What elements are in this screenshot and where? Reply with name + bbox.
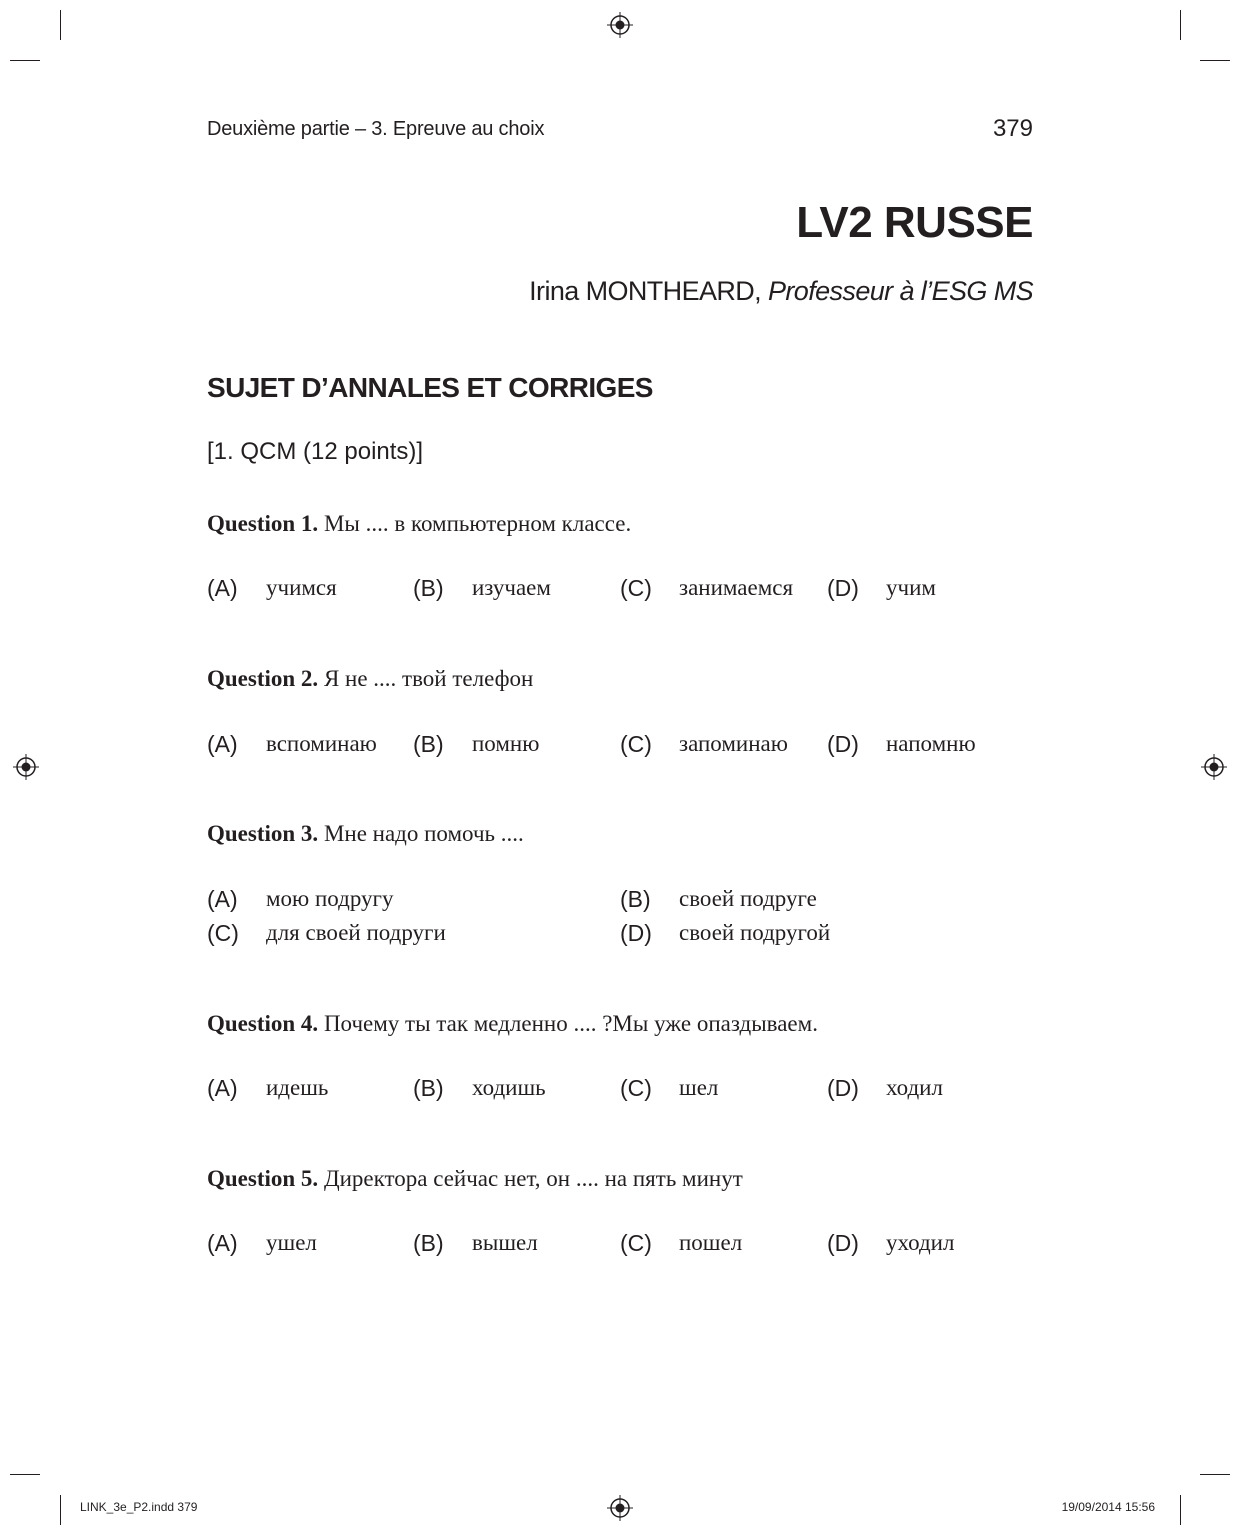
option-letter: (A): [207, 731, 238, 757]
option-text: уходил: [886, 1230, 955, 1255]
question-1: [207, 511, 631, 537]
crop-mark-top-left-v: [60, 10, 61, 40]
option-text: идешь: [266, 1075, 329, 1100]
option-text: ходил: [886, 1075, 943, 1100]
option-text: вышел: [472, 1230, 538, 1255]
crop-mark-bottom-right-h: [1200, 1474, 1230, 1475]
author-name: Irina MONTHEARD,: [529, 276, 762, 306]
page-number: 379: [992, 115, 1033, 142]
option-letter: (C): [620, 575, 652, 601]
slug-file-info: LINK_3e_P2.indd 379: [80, 1500, 198, 1514]
option-text: изучаем: [472, 575, 551, 600]
option-letter: (C): [620, 731, 652, 757]
question-label: Question 1.: [207, 511, 319, 536]
page-title: LV2 RUSSE: [796, 198, 1033, 247]
option-text: запоминаю: [679, 731, 788, 756]
qcm-label: [1. QCM (12 points)]: [207, 438, 424, 465]
option-letter: (D): [827, 1230, 859, 1256]
registration-mark-right: [1201, 754, 1227, 780]
option-letter: (D): [620, 920, 652, 946]
option-letter: (A): [207, 1075, 238, 1101]
option-text: своей подруге: [679, 886, 817, 911]
option-letter: (A): [207, 575, 238, 601]
option-letter: (A): [207, 1230, 238, 1256]
crop-mark-top-left-h: [10, 60, 40, 61]
option-letter: (B): [413, 1230, 444, 1256]
question-text: Директора сейчас нет, он .... на пять минут: [323, 1166, 743, 1191]
option-text: для своей подруги: [266, 920, 446, 945]
author-role: Professeur à l’ESG MS: [768, 276, 1033, 306]
crop-mark-bottom-left-h: [10, 1474, 40, 1475]
section-title: SUJET D’ANNALES ET CORRIGES: [207, 372, 653, 403]
option-letter: (B): [413, 1075, 444, 1101]
question-label: Question 2.: [207, 666, 319, 691]
registration-mark-bottom: [607, 1495, 633, 1521]
option-text: учим: [886, 575, 936, 600]
question-text: Я не .... твой телефон: [323, 666, 534, 691]
option-letter: (A): [207, 886, 238, 912]
option-text: занимаемся: [679, 575, 794, 600]
option-letter: (D): [827, 731, 859, 757]
option-text: пошел: [679, 1230, 743, 1255]
option-letter: (C): [207, 920, 239, 946]
option-letter: (C): [620, 1230, 652, 1256]
registration-mark-left: [13, 754, 39, 780]
crop-mark-top-right-v: [1180, 10, 1181, 40]
slug-datetime: 19/09/2014 15:56: [1061, 1500, 1155, 1514]
question-text: Почему ты так медленно .... ?Мы уже опаздываем.: [323, 1011, 818, 1036]
crop-mark-bottom-right-v: [1180, 1495, 1181, 1525]
question-4: [207, 1011, 818, 1037]
question-label: Question 4.: [207, 1011, 319, 1036]
option-text: своей подругой: [679, 920, 831, 945]
option-letter: (B): [620, 886, 651, 912]
question-5: [207, 1166, 743, 1192]
option-text: вспоминаю: [266, 731, 377, 756]
option-text: помню: [472, 731, 540, 756]
question-label: Question 3.: [207, 821, 319, 846]
option-letter: (D): [827, 575, 859, 601]
crop-mark-bottom-left-v: [60, 1495, 61, 1525]
option-text: шел: [679, 1075, 719, 1100]
option-letter: (C): [620, 1075, 652, 1101]
option-letter: (B): [413, 575, 444, 601]
option-text: ушел: [266, 1230, 317, 1255]
registration-mark-top: [607, 12, 633, 38]
question-label: Question 5.: [207, 1166, 319, 1191]
question-3: [207, 821, 524, 847]
crop-mark-top-right-h: [1200, 60, 1230, 61]
question-2: [207, 666, 533, 692]
option-letter: (D): [827, 1075, 859, 1101]
running-head: Deuxième partie – 3. Epreuve au choix: [207, 118, 545, 140]
option-text: учимся: [266, 575, 337, 600]
option-text: напомню: [886, 731, 976, 756]
option-text: мою подругу: [266, 886, 394, 911]
option-text: ходишь: [472, 1075, 546, 1100]
question-text: Мы .... в компьютерном классе.: [323, 511, 632, 536]
author-line: [529, 276, 1033, 307]
question-text: Мне надо помочь ....: [323, 821, 524, 846]
option-letter: (B): [413, 731, 444, 757]
